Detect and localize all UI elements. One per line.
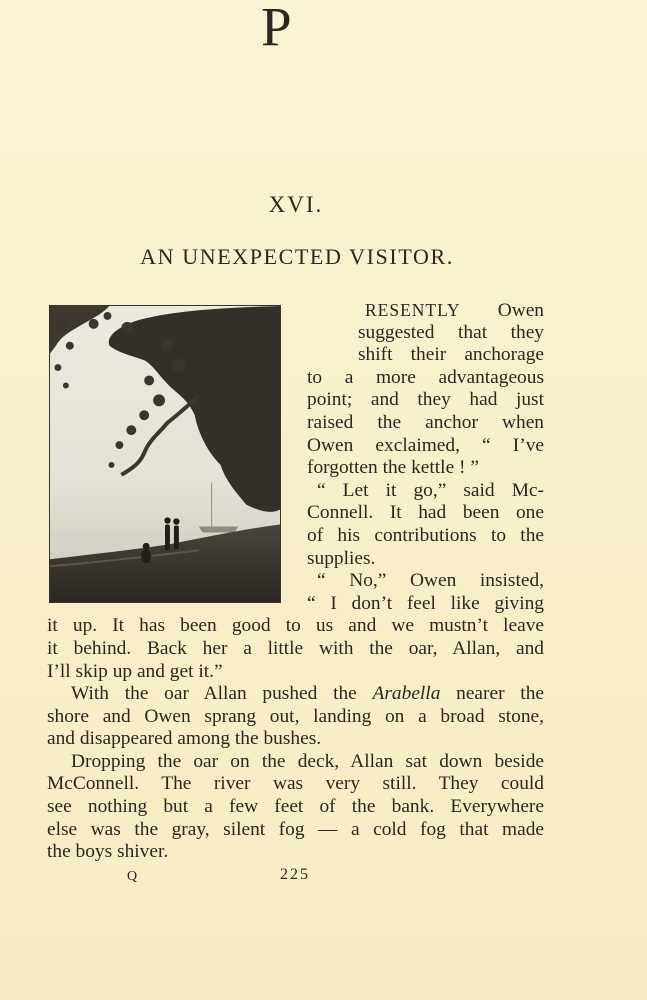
text-line: the boys shiver. — [47, 841, 169, 863]
drop-cap-letter: P — [261, 0, 292, 57]
boat-name: Arabella — [372, 683, 441, 705]
text-line: point; and they had just — [307, 389, 544, 411]
page-number: 225 — [280, 866, 310, 883]
text-line: and disappeared among the bushes. — [47, 728, 322, 750]
text-line: Owen exclaimed, “ I’ve — [307, 434, 544, 456]
chapter-title: AN UNEXPECTED VISITOR. — [140, 244, 454, 269]
text-line: supplies. — [307, 547, 376, 569]
text-line: it behind. Back her a little with the oar, Allan, and — [47, 637, 544, 659]
signature-mark: Q — [127, 869, 138, 884]
text-line: Dropping the oar on the deck, Allan sat down beside — [71, 750, 544, 772]
text-line: shift their anchorage — [358, 344, 544, 366]
text-line: to a more advantageous — [307, 366, 544, 388]
text-line: see nothing but a few feet of the bank. Everywhere — [47, 796, 544, 818]
text-line: raised the anchor when — [307, 411, 544, 433]
text-line: shore and Owen sprang out, landing on a broad stone, — [47, 705, 544, 727]
text-line: With the oar Allan pushed the Arabella nearer the — [71, 683, 544, 705]
text-line: Connell. It had been one — [307, 502, 544, 524]
text-line: suggested that they — [358, 321, 544, 343]
chapter-number: XVI. — [268, 192, 324, 217]
text-line: “ No,” Owen insisted, — [317, 570, 544, 592]
text-line: “ I don’t feel like giving — [307, 592, 544, 614]
text-line: forgotten the kettle ! ” — [307, 457, 479, 479]
text-line: it up. It has been good to us and we mustn’t leave — [47, 615, 544, 637]
text-line: I’ll skip up and get it.” — [47, 660, 223, 682]
text-line: “ Let it go,” said Mc- — [317, 479, 544, 501]
text-line: of his contributions to the — [307, 524, 544, 546]
body-text — [47, 299, 544, 864]
text-line: else was the gray, silent fog — a cold fog that made — [47, 818, 544, 840]
text-line: RESENTLY Owen — [365, 300, 544, 321]
text-line: McConnell. The river was very still. They could — [47, 773, 544, 795]
